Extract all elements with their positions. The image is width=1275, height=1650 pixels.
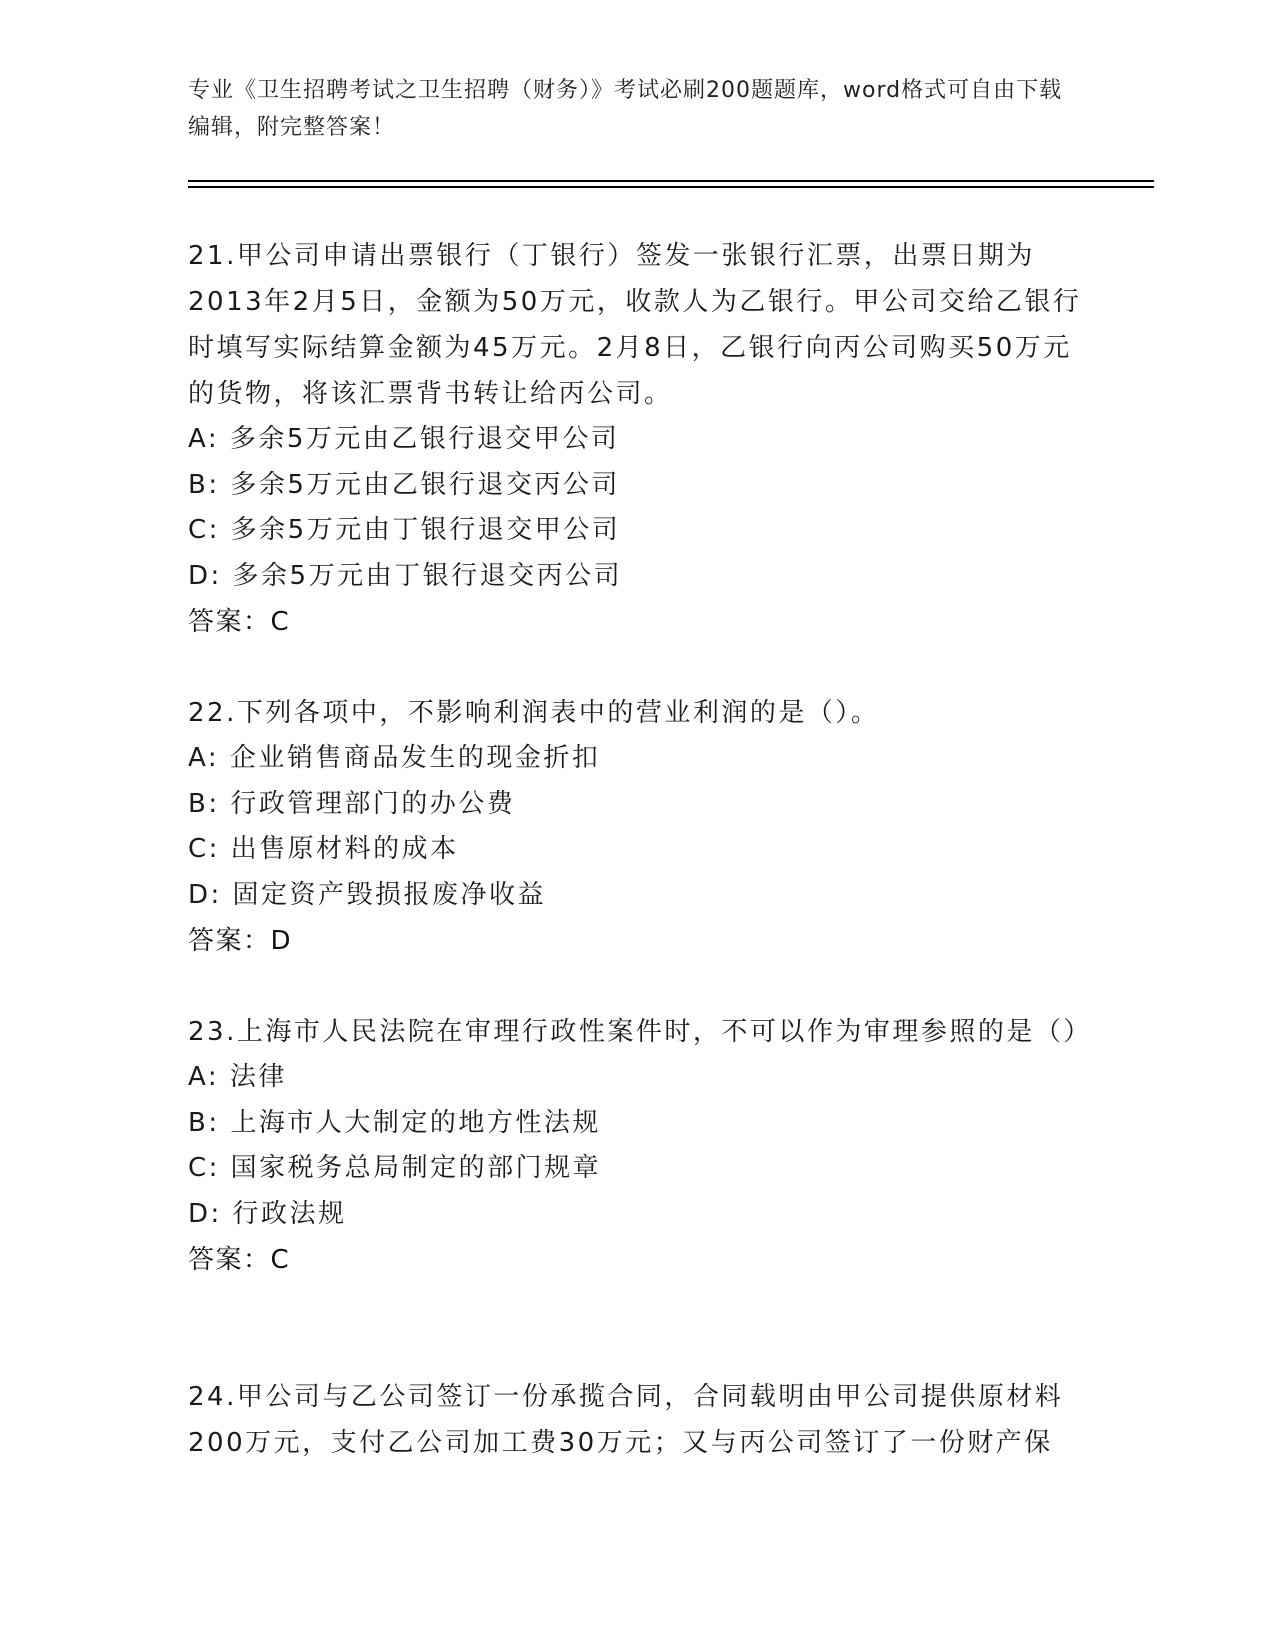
question-22 (188, 690, 1088, 964)
option-d: D: 固定资产毁损报废净收益 (188, 879, 547, 910)
question-stem: 24.甲公司与乙公司签订一份承揽合同，合同载明由甲公司提供原材料200万元，支付乙公司加工费30万元；又与丙公司签订了一份财产保 (188, 1382, 1064, 1458)
option-c: C: 多余5万元由丁银行退交甲公司 (188, 515, 621, 545)
option-b: B: 行政管理部门的办公费 (188, 788, 516, 819)
option-a: A: 企业销售商品发生的现金折扣 (188, 743, 601, 773)
option-d: D: 行政法规 (188, 1198, 347, 1229)
option-a: A: 多余5万元由乙银行退交甲公司 (188, 424, 620, 454)
option-c: C: 国家税务总局制定的部门规章 (188, 1153, 602, 1183)
option-a: A: 法律 (188, 1062, 287, 1092)
document-header: 专业《卫生招聘考试之卫生招聘（财务）》考试必刷200题题库，word格式可自由下载编辑，附完整答案！ (188, 78, 1063, 140)
option-c: C: 出售原材料的成本 (188, 834, 459, 864)
answer: 答案：C (188, 1245, 291, 1275)
question-23 (188, 1009, 1092, 1283)
header-divider-top (188, 180, 1154, 182)
question-21 (188, 233, 1088, 645)
header-divider-bottom (188, 186, 1154, 188)
question-stem: 21.甲公司申请出票银行（丁银行）签发一张银行汇票，出票日期为2013年2月5日，金额为50万元，收款人为乙银行。甲公司交给乙银行时填写实际结算金额为45万元。2月8日，乙银行向丙公司购买50万元的货物，将该汇票背书转让给丙公司。 (188, 241, 1082, 409)
answer: 答案：D (188, 926, 293, 956)
question-stem: 23.上海市人民法院在审理行政性案件时，不可以作为审理参照的是（） (188, 1017, 1092, 1047)
option-b: B: 上海市人大制定的地方性法规 (188, 1107, 601, 1138)
option-b: B: 多余5万元由乙银行退交丙公司 (188, 469, 620, 500)
answer: 答案：C (188, 607, 291, 637)
question-24 (188, 1374, 1088, 1466)
option-d: D: 多余5万元由丁银行退交丙公司 (188, 560, 623, 591)
question-stem: 22.下列各项中，不影响利润表中的营业利润的是（）。 (188, 698, 880, 728)
